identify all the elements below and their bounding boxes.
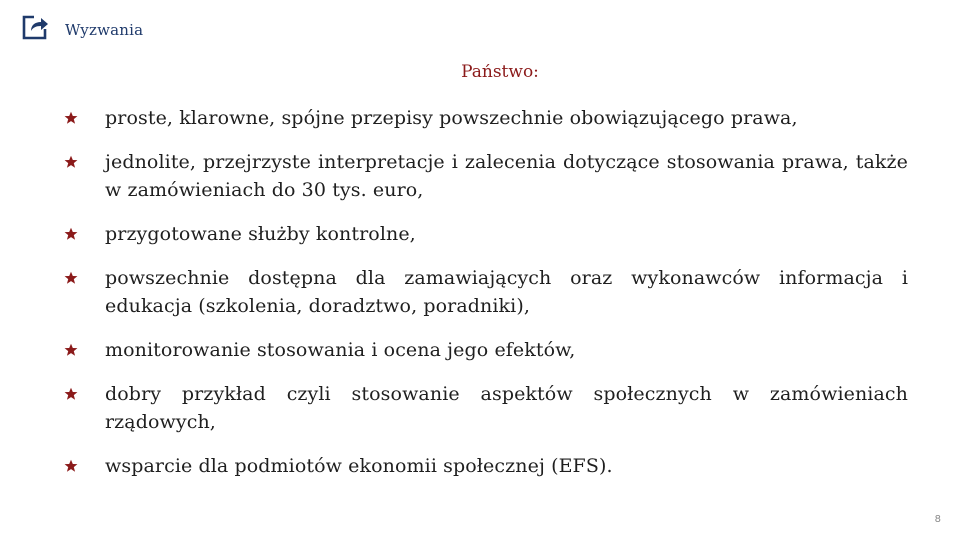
slide-title: Wyzwania [65,21,144,39]
slide-header [20,12,143,42]
list-item-text: proste, klarowne, spójne przepisy powszechnie obowiązującego prawa, [105,107,798,129]
star-icon [64,220,80,248]
list-item-text: dobry przykład czyli stosowanie aspektów społecznych w zamówieniach rządowych, [105,383,908,433]
star-icon [64,336,80,364]
list-item-text: monitorowanie stosowania i ocena jego efektów, [105,339,576,361]
list-item [60,104,908,132]
list-item [60,148,908,204]
section-title: Państwo: [461,62,539,82]
star-icon [64,148,80,176]
page-number: 8 [934,514,941,525]
list-item-text: przygotowane służby kontrolne, [105,223,416,245]
star-icon [64,104,80,132]
list-item-text: wsparcie dla podmiotów ekonomii społecznej (EFS). [105,455,613,477]
star-icon [64,452,80,480]
share-arrow-icon [20,12,50,42]
list-item [60,220,908,248]
list-item [60,452,908,480]
star-icon [64,264,80,292]
list-item-text: jednolite, przejrzyste interpretacje i zalecenia dotyczące stosowania prawa, także w zamówieniach do 30 tys. euro, [105,151,908,201]
bullet-list [60,104,908,496]
list-item-text: powszechnie dostępna dla zamawiających oraz wykonawców informacja i edukacja (szkolenia, doradztwo, poradniki), [105,267,908,317]
star-icon [64,380,80,408]
list-item [60,380,908,436]
list-item [60,264,908,320]
list-item [60,336,908,364]
